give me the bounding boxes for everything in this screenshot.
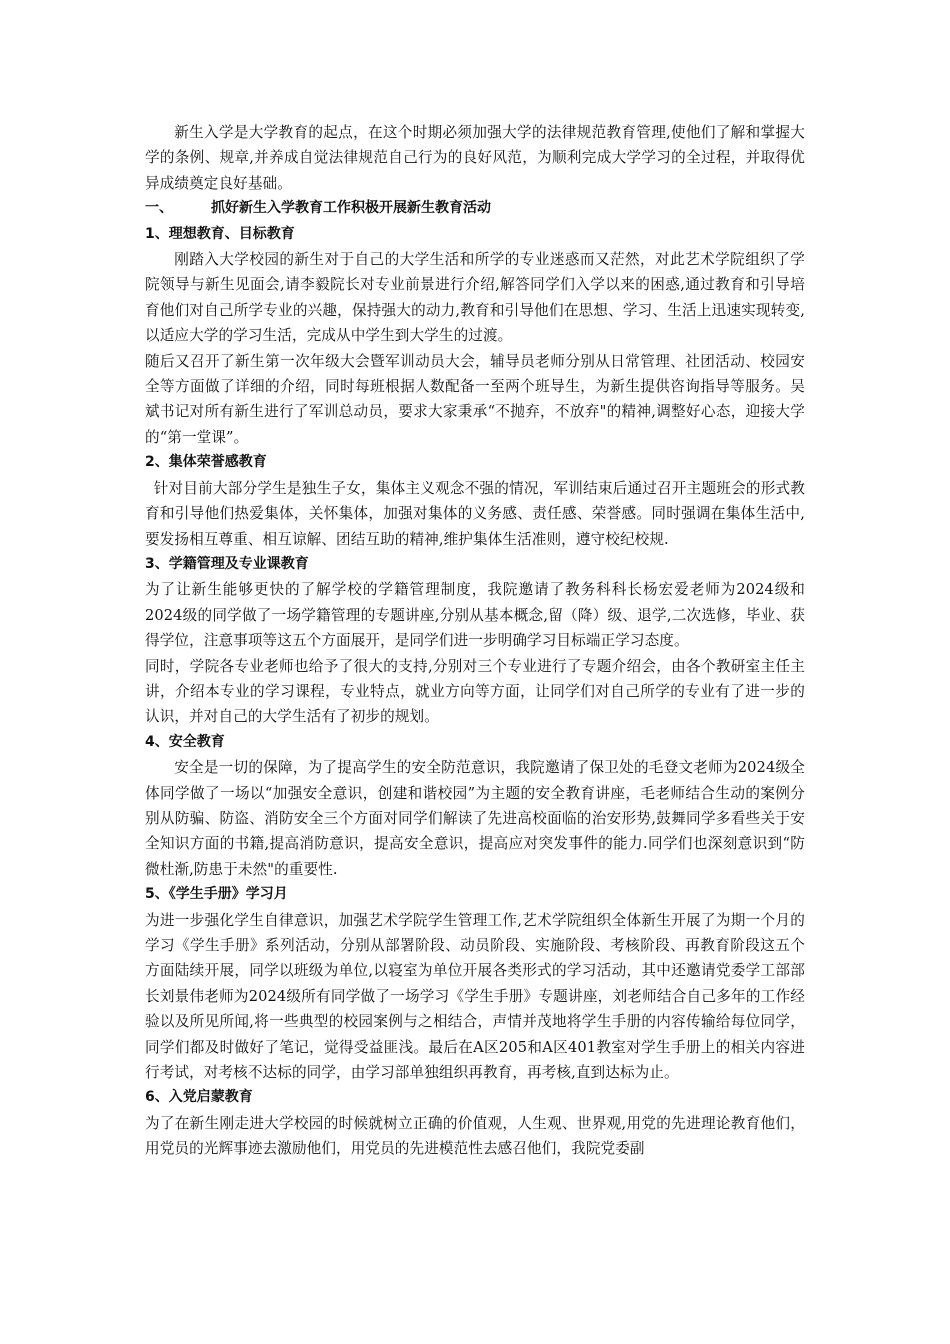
subsection-1-heading: 1、理想教育、目标教育 xyxy=(145,225,295,242)
subsection-5-paragraph-1: 为进一步强化学生自律意识，加强艺术学院学生管理工作,艺术学院组织全体新生开展了为期一个月的学习《学生手册》系列活动，分别从部署阶段、动员阶段、实施阶段、考核阶段、再教育阶段这五个方面陆续开展，同学以班级为单位,以寝室为单位开展各类形式的学习活动，其中还邀请党委学工部部长刘景伟老师为2024级所有同学做了一场学习《学生手册》专题讲座，刘老师结合自己多年的工作经验以及所见所闻,将一些典型的校园案例与之相结合，声情并茂地将学生手册的内容传输给每位同学，同学们都及时做好了笔记，觉得受益匪浅。最后在A区205和A区401教室对学生手册上的相关内容进行考试，对考核不达标的同学，由学习部单独组织再教育，再考核,直到达标为止。 xyxy=(145,911,805,1082)
subsection-3-heading: 3、学籍管理及专业课教育 xyxy=(145,555,309,572)
document-page xyxy=(145,120,805,1162)
subsection-1-paragraph-1: 刚踏入大学校园的新生对于自己的大学生活和所学的专业迷惑而又茫然，对此艺术学院组织了学院领导与新生见面会,请李毅院长对专业前景进行介绍,解答同学们入学以来的困惑,通过教育和引导培育他们对自己所学专业的兴趣，保持强大的动力,教育和引导他们在思想、学习、生活上迅速实现转变,以适应大学的学习生活，完成从中学生到大学生的过渡。 xyxy=(145,251,805,345)
subsection-6-heading: 6、入党启蒙教育 xyxy=(145,1089,253,1106)
subsection-6-paragraph-1: 为了在新生刚走进大学校园的时候就树立正确的价值观，人生观、世界观,用党的先进理论教育他们，用党员的光辉事迹去激励他们，用党员的先进模范性去感召他们，我院党委副 xyxy=(145,1114,805,1158)
subsection-2-paragraph-1: 针对目前大部分学生是独生子女，集体主义观念不强的情况，军训结束后通过召开主题班会的形式教育和引导他们热爱集体，关怀集体，加强对集体的义务感、责任感、荣誉感。同时强调在集体生活中,要发扬相互尊重、相互谅解、团结互助的精神,维护集体生活准则，遵守校纪校规. xyxy=(145,479,805,548)
subsection-3-paragraph-1: 为了让新生能够更快的了解学校的学籍管理制度，我院邀请了教务科科长杨宏爱老师为2024级和2024级的同学做了一场学籍管理的专题讲座,分别从基本概念,留（降）级、退学,二次选修，毕业、获得学位，注意事项等这五个方面展开，是同学们进一步明确学习目标端正学习态度。 xyxy=(145,581,805,650)
subsection-1-paragraph-2: 随后又召开了新生第一次年级大会暨军训动员大会，辅导员老师分别从日常管理、社团活动、校园安全等方面做了详细的介绍，同时每班根据人数配备一至两个班导生，为新生提供咨询指导等服务。吴斌书记对所有新生进行了军训总动员，要求大家秉承“不抛弃，不放弃"的精神,调整好心态，迎接大学的“第一堂课”。 xyxy=(145,352,805,446)
subsection-4-paragraph-1: 安全是一切的保障，为了提高学生的安全防范意识，我院邀请了保卫处的毛登文老师为2024级全体同学做了一场以“加强安全意识，创建和谐校园”为主题的安全教育讲座，毛老师结合生动的案例分别从防骗、防盗、消防安全三个方面对同学们解读了先进高校面临的治安形势,鼓舞同学多看些关于安全知识方面的书籍,提高消防意识，提高安全意识，提高应对突发事件的能力.同学们也深刻意识到“防微杜渐,防患于未然"的重要性. xyxy=(145,759,805,878)
section-one-number: 一、 xyxy=(145,200,173,217)
section-one-heading xyxy=(145,196,805,221)
subsection-4-heading: 4、安全教育 xyxy=(145,733,225,750)
subsection-5-heading: 5、《学生手册》学习月 xyxy=(145,886,288,903)
intro-paragraph: 新生入学是大学教育的起点，在这个时期必须加强大学的法律规范教育管理,使他们了解和掌握大学的条例、规章,并养成自觉法律规范自己行为的良好风范，为顺利完成大学学习的全过程，并取得优异成绩奠定良好基础。 xyxy=(145,124,805,192)
subsection-2-heading: 2、集体荣誉感教育 xyxy=(145,454,267,471)
section-one-title: 抓好新生入学教育工作积极开展新生教育活动 xyxy=(211,200,491,217)
subsection-3-paragraph-2: 同时，学院各专业老师也给予了很大的支持,分别对三个专业进行了专题介绍会，由各个教研室主任主讲，介绍本专业的学习课程，专业特点，就业方向等方面，让同学们对自己所学的专业有了进一步的认识，并对自己的大学生活有了初步的规划。 xyxy=(145,657,805,726)
